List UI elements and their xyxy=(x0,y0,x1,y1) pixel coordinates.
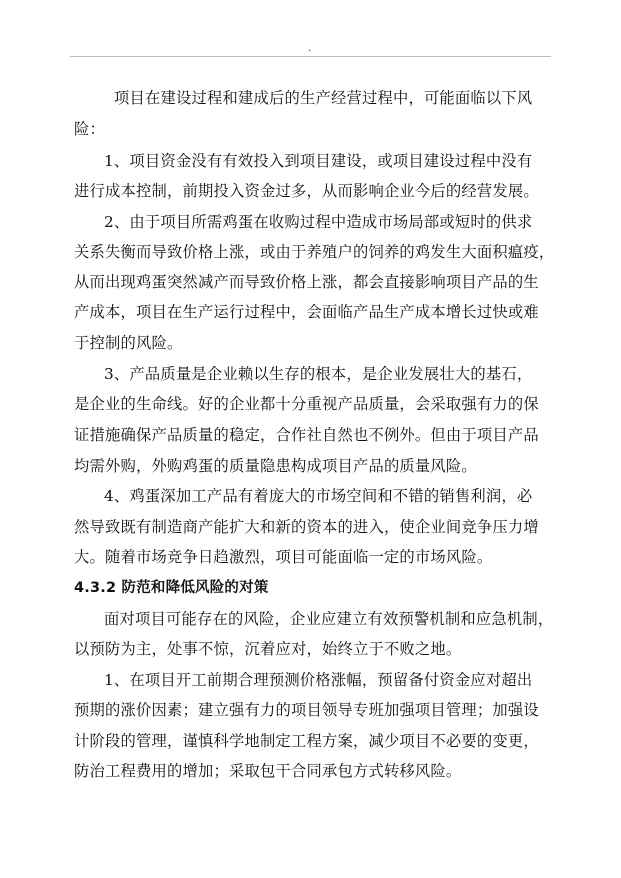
text-line: 3、产品质量是企业赖以生存的根本，是企业发展壮大的基石， xyxy=(104,365,533,383)
text-line: 大。随着市场竞争日趋激烈，项目可能面临一定的市场风险。 xyxy=(74,548,493,566)
header-mark: . xyxy=(308,43,312,54)
section-heading: 4.3.2 防范和降低风险的对策 xyxy=(74,580,269,596)
text-line: 以预防为主，处事不惊，沉着应对，始终立于不败之地。 xyxy=(74,640,462,658)
text-line: 关系失衡而导致价格上涨，或由于养殖户的饲养的鸡发生大面积瘟疫， xyxy=(74,243,555,261)
text-line: 于控制的风险。 xyxy=(74,334,183,352)
header-rule xyxy=(70,56,551,57)
text-line: 然导致既有制造商产能扩大和新的资本的进入，使企业间竞争压力增 xyxy=(74,518,539,536)
text-line: 计阶段的管理，谨慎科学地制定工程方案，减少项目不必要的变更， xyxy=(74,732,539,750)
text-line: 预期的涨价因素；建立强有力的项目领导专班加强项目管理；加强设 xyxy=(74,701,539,719)
text-line: 1、在项目开工前期合理预测价格涨幅，预留备付资金应对超出 xyxy=(104,671,533,689)
text-line: 4、鸡蛋深加工产品有着庞大的市场空间和不错的销售利润，必 xyxy=(104,487,533,505)
text-line: 进行成本控制，前期投入资金过多，从而影响企业今后的经营发展。 xyxy=(74,182,539,200)
text-line: 是企业的生命线。好的企业都十分重视产品质量，会采取强有力的保 xyxy=(74,395,539,413)
text-line: 险： xyxy=(74,120,105,138)
text-line: 防治工程费用的增加；采取包干合同承包方式转移风险。 xyxy=(74,762,462,780)
text-line: 1、项目资金没有有效投入到项目建设，或项目建设过程中没有 xyxy=(104,152,533,170)
text-line: 项目在建设过程和建成后的生产经营过程中，可能面临以下风 xyxy=(114,89,533,107)
text-line: 2、由于项目所需鸡蛋在收购过程中造成市场局部或短时的供求 xyxy=(104,213,533,231)
text-line: 产成本，项目在生产运行过程中，会面临产品生产成本增长过快或难 xyxy=(74,303,539,321)
text-line: 证措施确保产品质量的稳定，合作社自然也不例外。但由于项目产品 xyxy=(74,426,539,444)
text-line: 从而出现鸡蛋突然减产而导致价格上涨，都会直接影响项目产品的生 xyxy=(74,273,539,291)
text-line: 均需外购，外购鸡蛋的质量隐患构成项目产品的质量风险。 xyxy=(74,457,477,475)
text-line: 面对项目可能存在的风险，企业应建立有效预警机制和应急机制， xyxy=(104,610,554,628)
